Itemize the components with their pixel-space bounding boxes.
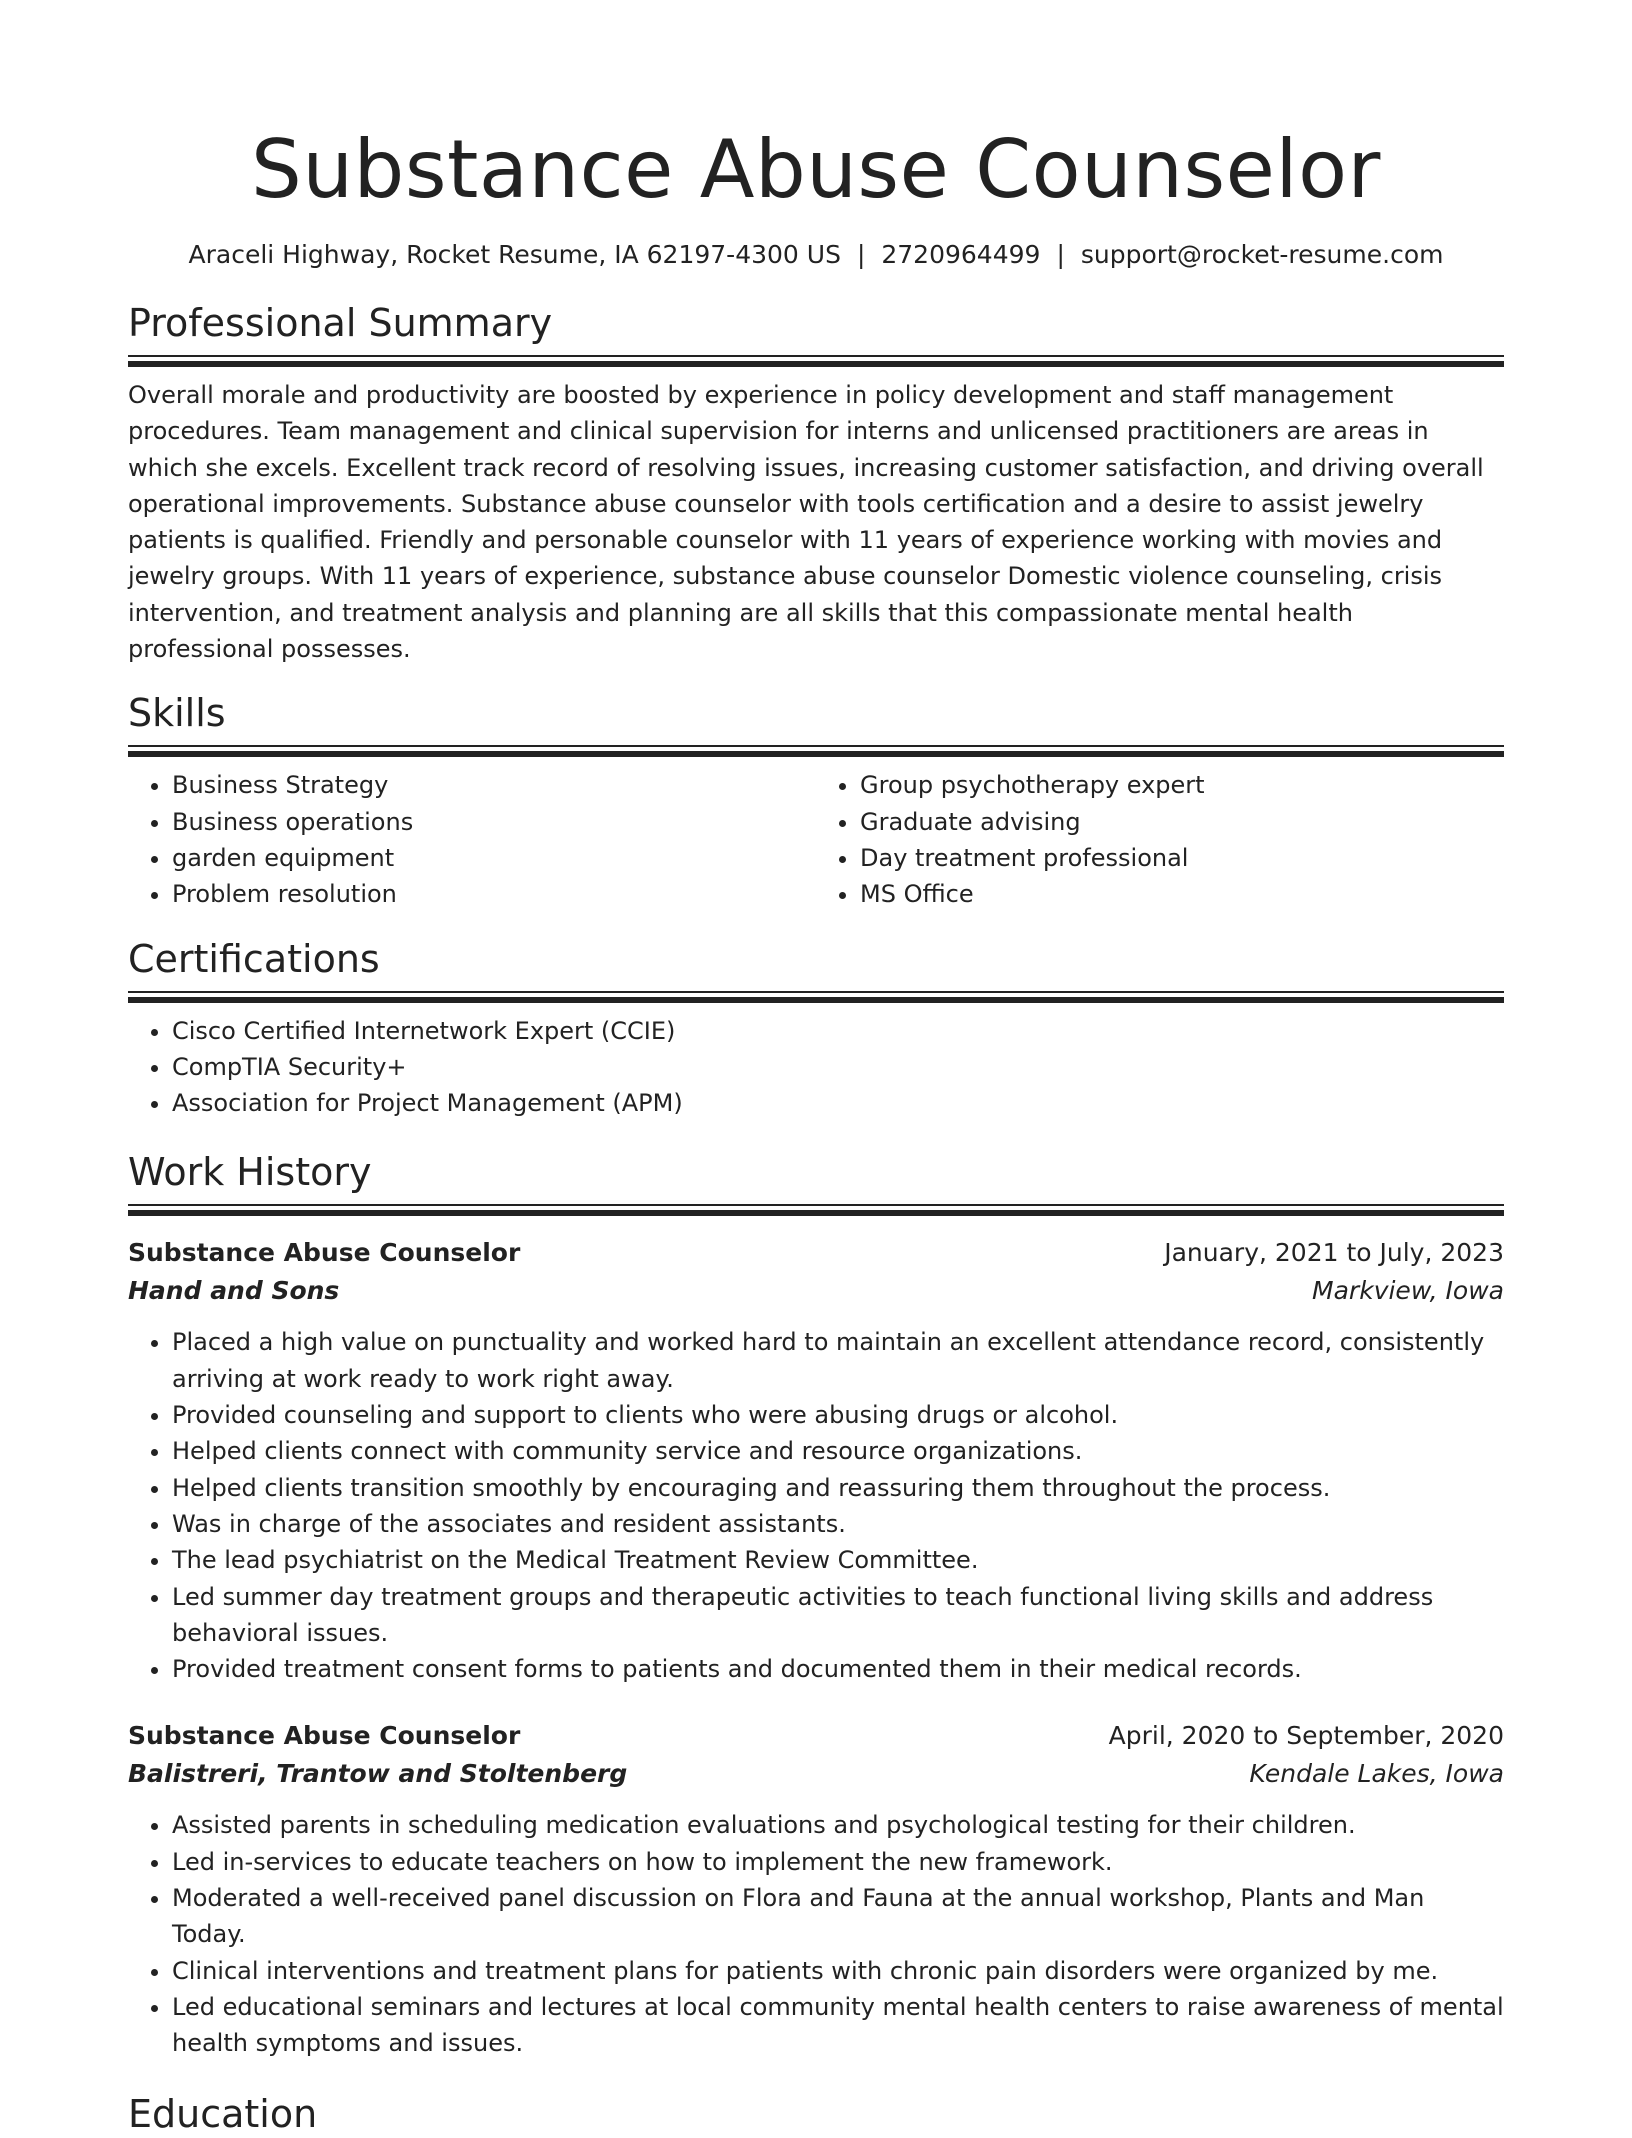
skills-list-right bbox=[816, 767, 1504, 912]
education-section bbox=[128, 2090, 1504, 2138]
job-bullet: • Placed a high value on punctuality and worked hard to maintain an excellent attendance record, consistently arriving at work ready to work right away. bbox=[172, 1324, 1504, 1397]
job-dates: April, 2020 to September, 2020 bbox=[1108, 1721, 1504, 1751]
job-dates: January, 2021 to July, 2023 bbox=[1164, 1238, 1504, 1268]
section-divider bbox=[128, 991, 1504, 1003]
job-bullet: • Helped clients transition smoothly by encouraging and reassuring them throughout the process. bbox=[172, 1470, 1504, 1506]
job-location: Kendale Lakes, Iowa bbox=[1249, 1759, 1504, 1789]
contact-separator: | bbox=[856, 240, 866, 269]
resume-page bbox=[128, 0, 1504, 2138]
section-divider bbox=[128, 745, 1504, 757]
certification-item: • Cisco Certified Internetwork Expert (CCIE) bbox=[172, 1013, 1504, 1049]
job-title: Substance Abuse Counselor bbox=[128, 1721, 521, 1751]
job-bullet: • Led in-services to educate teachers on how to implement the new framework. bbox=[172, 1844, 1504, 1880]
job-bullet: • Moderated a well-received panel discussion on Flora and Fauna at the annual workshop, Plants and Man Today. bbox=[172, 1880, 1504, 1953]
job-company: Hand and Sons bbox=[128, 1276, 340, 1306]
job-header bbox=[128, 1717, 1504, 1755]
summary-text: Overall morale and productivity are boosted by experience in policy development and staff management procedures. Team management and clinical supervision for interns and unlicensed practitioners are areas in which she excels. Excellent track record of resolving issues, increasing customer satisfaction, and driving overall operational improvements. Substance abuse counselor with tools certification and a desire to assist jewelry patients is qualified. Friendly and personable counselor with 11 years of experience working with movies and jewelry groups. With 11 years of experience, substance abuse counselor Domestic violence counseling, crisis intervention, and treatment analysis and planning are all skills that this compassionate mental health professional possesses. bbox=[128, 381, 1484, 664]
section-title-certifications: Certifications bbox=[128, 936, 380, 981]
certification-item: • CompTIA Security+ bbox=[172, 1049, 1504, 1085]
section-title-skills: Skills bbox=[128, 691, 226, 736]
skills-list-left bbox=[128, 767, 816, 912]
job-subheader bbox=[128, 1755, 1504, 1793]
job-title: Substance Abuse Counselor bbox=[128, 1238, 521, 1268]
resume-name: Substance Abuse Counselor bbox=[251, 123, 1381, 216]
job-bullet: • Clinical interventions and treatment plans for patients with chronic pain disorders were organized by me. bbox=[172, 1953, 1504, 1989]
job-subheader bbox=[128, 1272, 1504, 1310]
skills-columns bbox=[128, 767, 1504, 912]
job-bullet: • Helped clients connect with community service and resource organizations. bbox=[172, 1433, 1504, 1469]
job-bullet: • Led educational seminars and lectures at local community mental health centers to raise awareness of mental health symptoms and issues. bbox=[172, 1989, 1504, 2062]
section-title-work-history: Work History bbox=[128, 1150, 372, 1195]
skill-item: • MS Office bbox=[860, 876, 1504, 912]
skill-item: • Problem resolution bbox=[172, 876, 816, 912]
contact-separator: | bbox=[1056, 240, 1065, 269]
job-bullet: • Led summer day treatment groups and therapeutic activities to teach functional living skills and address behavioral issues. bbox=[172, 1579, 1504, 1652]
job-entry bbox=[128, 1234, 1504, 1687]
certifications-list bbox=[128, 1013, 1504, 1122]
skill-item: • Business operations bbox=[172, 804, 816, 840]
certifications-section bbox=[128, 935, 1504, 1122]
section-title-education: Education bbox=[128, 2091, 318, 2136]
section-divider bbox=[128, 355, 1504, 367]
job-bullet: • Provided treatment consent forms to patients and documented them in their medical records. bbox=[172, 1651, 1504, 1687]
job-bullets bbox=[128, 1324, 1504, 1687]
contact-email: support@rocket-resume.com bbox=[1080, 240, 1444, 269]
job-bullet: • Was in charge of the associates and resident assistants. bbox=[172, 1506, 1504, 1542]
contact-phone: 2720964499 bbox=[881, 240, 1041, 269]
job-bullet: • Assisted parents in scheduling medication evaluations and psychological testing for their children. bbox=[172, 1807, 1504, 1843]
job-header bbox=[128, 1234, 1504, 1272]
skill-item: • Business Strategy bbox=[172, 767, 816, 803]
job-bullet: • The lead psychiatrist on the Medical Treatment Review Committee. bbox=[172, 1542, 1504, 1578]
contact-address: Araceli Highway, Rocket Resume, IA 62197-4300 US bbox=[188, 240, 841, 269]
section-divider bbox=[128, 1204, 1504, 1216]
certification-item: • Association for Project Management (APM) bbox=[172, 1085, 1504, 1121]
skill-item: • garden equipment bbox=[172, 840, 816, 876]
skill-item: • Graduate advising bbox=[860, 804, 1504, 840]
skill-item: • Day treatment professional bbox=[860, 840, 1504, 876]
section-title-summary: Professional Summary bbox=[128, 301, 553, 345]
job-location: Markview, Iowa bbox=[1312, 1276, 1504, 1306]
job-bullet: • Provided counseling and support to clients who were abusing drugs or alcohol. bbox=[172, 1397, 1504, 1433]
work-history-section bbox=[128, 1148, 1504, 2061]
skill-item: • Group psychotherapy expert bbox=[860, 767, 1504, 803]
job-entry bbox=[128, 1717, 1504, 2061]
summary-section bbox=[128, 299, 1504, 667]
job-bullets bbox=[128, 1807, 1504, 2061]
job-company: Balistreri, Trantow and Stoltenberg bbox=[128, 1759, 628, 1789]
contact-line bbox=[128, 238, 1504, 272]
skills-section bbox=[128, 689, 1504, 912]
